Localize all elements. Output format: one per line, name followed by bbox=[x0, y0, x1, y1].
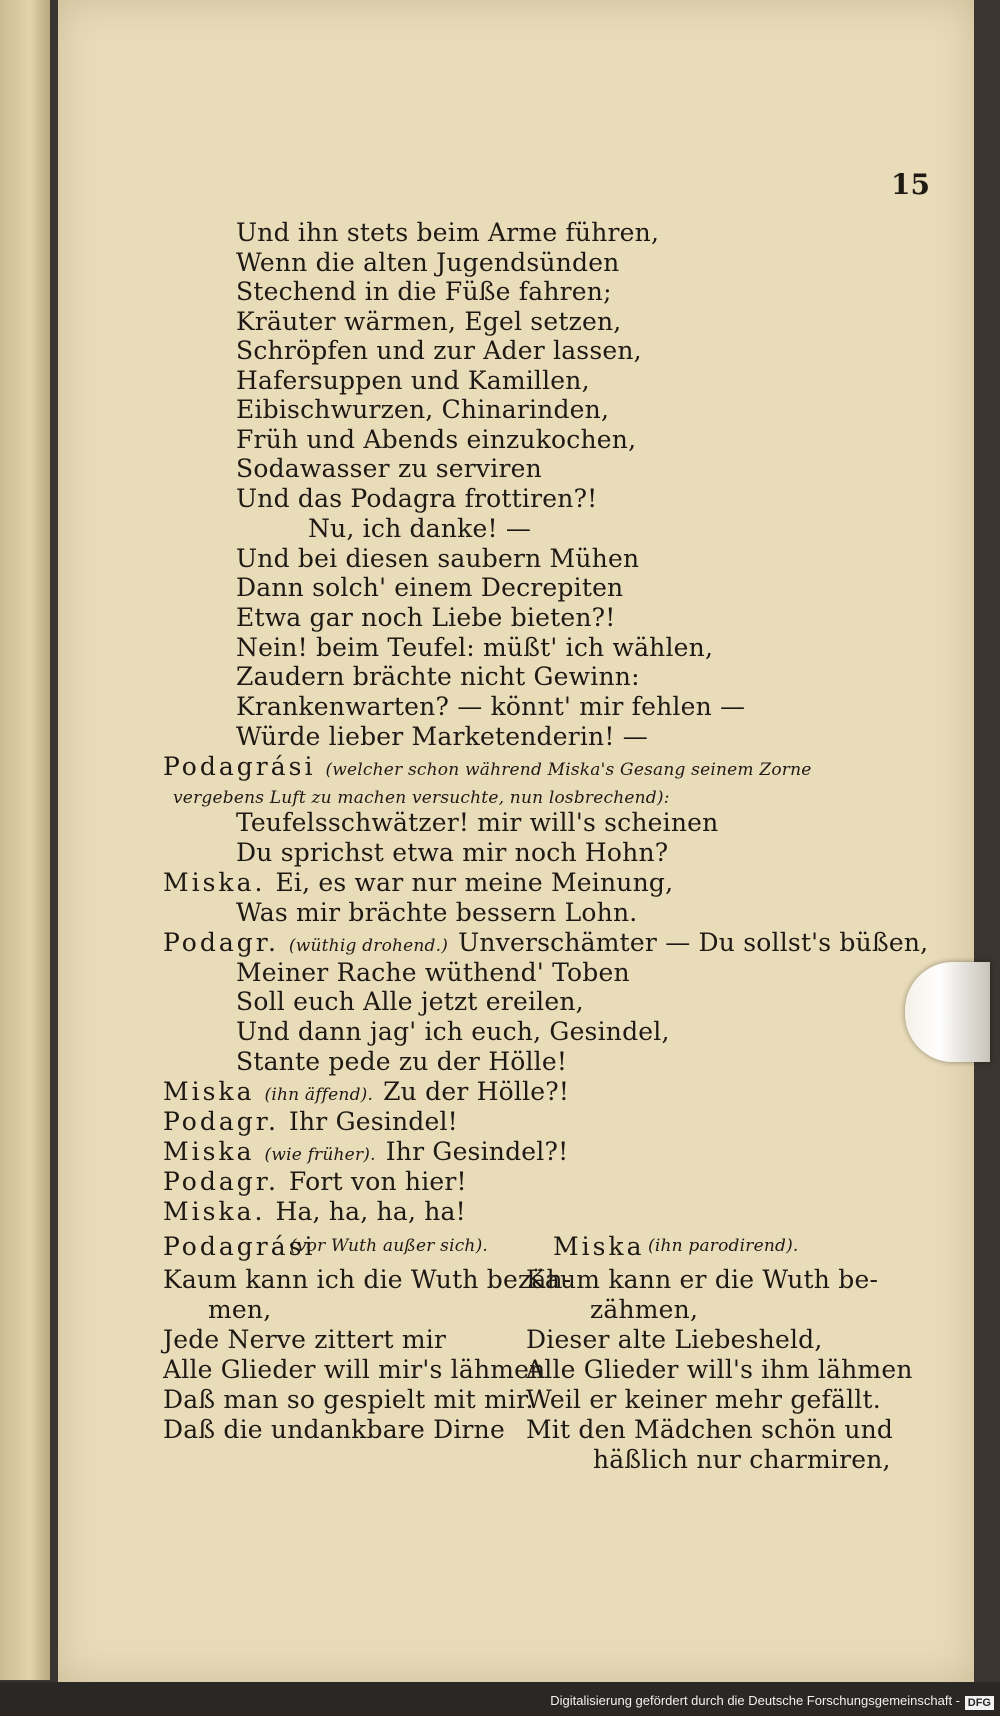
verse-line bbox=[236, 573, 633, 602]
stage-direction: (wie früher). bbox=[264, 1145, 376, 1165]
duet-left-line: Jede Nerve zittert mir bbox=[163, 1325, 447, 1354]
verse-line bbox=[236, 544, 649, 573]
duet-left-speaker: Podagrási bbox=[163, 1232, 316, 1261]
verse-line bbox=[236, 808, 728, 837]
footer-bar bbox=[0, 1682, 1000, 1716]
duet-right-line: häßlich nur charmiren, bbox=[593, 1445, 891, 1474]
page-number: 15 bbox=[891, 168, 930, 201]
verse-line bbox=[236, 838, 678, 867]
verse-line bbox=[236, 336, 652, 365]
speaker-name: Miska bbox=[163, 1137, 255, 1166]
duet-left-line: Daß die undankbare Dirne bbox=[163, 1415, 505, 1444]
line-text: Etwa gar noch Liebe bieten?! bbox=[236, 603, 616, 632]
verse-line bbox=[236, 898, 647, 927]
verse-line bbox=[236, 662, 650, 691]
verse-line bbox=[236, 1047, 577, 1076]
line-text: Du sprichst etwa mir noch Hohn? bbox=[236, 838, 669, 867]
speaker-name: Podagr. bbox=[163, 928, 279, 957]
verse-line bbox=[163, 1107, 468, 1136]
duet-left-stage: (vor Wuth außer sich). bbox=[290, 1236, 489, 1256]
verse-line bbox=[163, 868, 683, 897]
line-text: Ha, ha, ha, ha! bbox=[275, 1197, 466, 1226]
line-text: Stechend in die Füße fahren; bbox=[236, 277, 612, 306]
line-text: Und ihn stets beim Arme führen, bbox=[236, 218, 660, 247]
duet-right-line: Alle Glieder will's ihm lähmen bbox=[526, 1355, 913, 1384]
stage-direction: (welcher schon während Miska's Gesang seinem Zorne bbox=[325, 760, 812, 780]
line-text: Teufelsschwätzer! mir will's scheinen bbox=[236, 808, 719, 837]
verse-line bbox=[163, 928, 938, 957]
duet-right-line: zähmen, bbox=[590, 1295, 699, 1324]
line-text: Und das Podagra frottiren?! bbox=[236, 484, 598, 513]
line-text: Fort von hier! bbox=[288, 1167, 467, 1196]
line-text: Unverschämter — Du sollst's büßen, bbox=[458, 928, 929, 957]
duet-right-speaker: Miska bbox=[553, 1232, 645, 1261]
line-text: Krankenwarten? — könnt' mir fehlen — bbox=[236, 692, 746, 721]
duet-left-line: Kaum kann ich die Wuth bezäh- bbox=[163, 1265, 572, 1294]
duet-left-line: men, bbox=[208, 1295, 272, 1324]
verse-line bbox=[236, 692, 755, 721]
duet-right-line: Weil er keiner mehr gefällt. bbox=[526, 1385, 881, 1414]
line-text: Eibischwurzen, Chinarinden, bbox=[236, 395, 610, 424]
duet-right-line: Dieser alte Liebesheld, bbox=[526, 1325, 823, 1354]
verse-line bbox=[236, 454, 552, 483]
duet-right-line: Mit den Mädchen schön und bbox=[526, 1415, 894, 1444]
verse-line bbox=[236, 603, 625, 632]
verse-line bbox=[236, 958, 640, 987]
verse-line bbox=[236, 395, 619, 424]
verse-line bbox=[236, 248, 630, 277]
duet-right-stage: (ihn parodirend). bbox=[648, 1236, 799, 1256]
line-text: Sodawasser zu serviren bbox=[236, 454, 542, 483]
line-text: Zaudern brächte nicht Gewinn: bbox=[236, 662, 640, 691]
verse-line bbox=[236, 722, 658, 751]
duet-left-line: Alle Glieder will mir's lähmen bbox=[163, 1355, 546, 1384]
line-text: Ihr Gesindel! bbox=[288, 1107, 458, 1136]
verse-line bbox=[173, 780, 680, 809]
line-text: Was mir brächte bessern Lohn. bbox=[236, 898, 638, 927]
verse-line bbox=[236, 218, 669, 247]
line-text: Nu, ich danke! — bbox=[308, 514, 532, 543]
verse-line bbox=[236, 987, 594, 1016]
line-text: Zu der Hölle?! bbox=[383, 1077, 570, 1106]
verse-line bbox=[163, 752, 822, 781]
line-text: Meiner Rache wüthend' Toben bbox=[236, 958, 630, 987]
duet-right-line: Kaum kann er die Wuth be- bbox=[526, 1265, 879, 1294]
line-text: Ihr Gesindel?! bbox=[385, 1137, 569, 1166]
verse-line bbox=[163, 1167, 477, 1196]
line-text: Soll euch Alle jetzt ereilen, bbox=[236, 987, 584, 1016]
speaker-name: Podagr. bbox=[163, 1107, 279, 1136]
verse-line bbox=[163, 1077, 579, 1106]
dfg-logo: DFG bbox=[965, 1696, 994, 1710]
line-text: Kräuter wärmen, Egel setzen, bbox=[236, 307, 622, 336]
book-page bbox=[58, 0, 974, 1682]
line-text: Früh und Abends einzukochen, bbox=[236, 425, 637, 454]
previous-page-edge bbox=[0, 0, 50, 1680]
verse-line bbox=[236, 425, 646, 454]
line-text: Stante pede zu der Hölle! bbox=[236, 1047, 568, 1076]
speaker-name: Miska. bbox=[163, 868, 266, 897]
speaker-name: Miska. bbox=[163, 1197, 266, 1226]
verse-line bbox=[236, 366, 600, 395]
verse-line bbox=[308, 514, 541, 543]
verse-line bbox=[236, 484, 607, 513]
line-text: Würde lieber Marketenderin! — bbox=[236, 722, 648, 751]
verse-line bbox=[236, 633, 723, 662]
duet-left-line: Daß man so gespielt mit mir. bbox=[163, 1385, 534, 1414]
speaker-name: Miska bbox=[163, 1077, 255, 1106]
stage-direction: (ihn äffend). bbox=[264, 1085, 374, 1105]
line-text: Ei, es war nur meine Meinung, bbox=[275, 868, 674, 897]
line-text: Hafersuppen und Kamillen, bbox=[236, 366, 590, 395]
book-clip bbox=[905, 962, 990, 1062]
line-text: Schröpfen und zur Ader lassen, bbox=[236, 336, 642, 365]
stage-direction: vergebens Luft zu machen versuchte, nun losbrechend): bbox=[173, 788, 670, 808]
speaker-name: Podagrási bbox=[163, 752, 316, 781]
verse-line bbox=[236, 277, 622, 306]
line-text: Dann solch' einem Decrepiten bbox=[236, 573, 624, 602]
verse-line bbox=[163, 1197, 476, 1226]
line-text: Wenn die alten Jugendsünden bbox=[236, 248, 620, 277]
line-text: Und dann jag' ich euch, Gesindel, bbox=[236, 1017, 670, 1046]
verse-line bbox=[236, 307, 631, 336]
line-text: Nein! beim Teufel: müßt' ich wählen, bbox=[236, 633, 714, 662]
speaker-name: Podagr. bbox=[163, 1167, 279, 1196]
verse-line bbox=[163, 1137, 578, 1166]
stage-direction: (wüthig drohend.) bbox=[288, 936, 449, 956]
line-text: Und bei diesen saubern Mühen bbox=[236, 544, 640, 573]
verse-line bbox=[236, 1017, 680, 1046]
footer-credit: Digitalisierung gefördert durch die Deutsche Forschungsgemeinschaft - bbox=[550, 1693, 960, 1708]
